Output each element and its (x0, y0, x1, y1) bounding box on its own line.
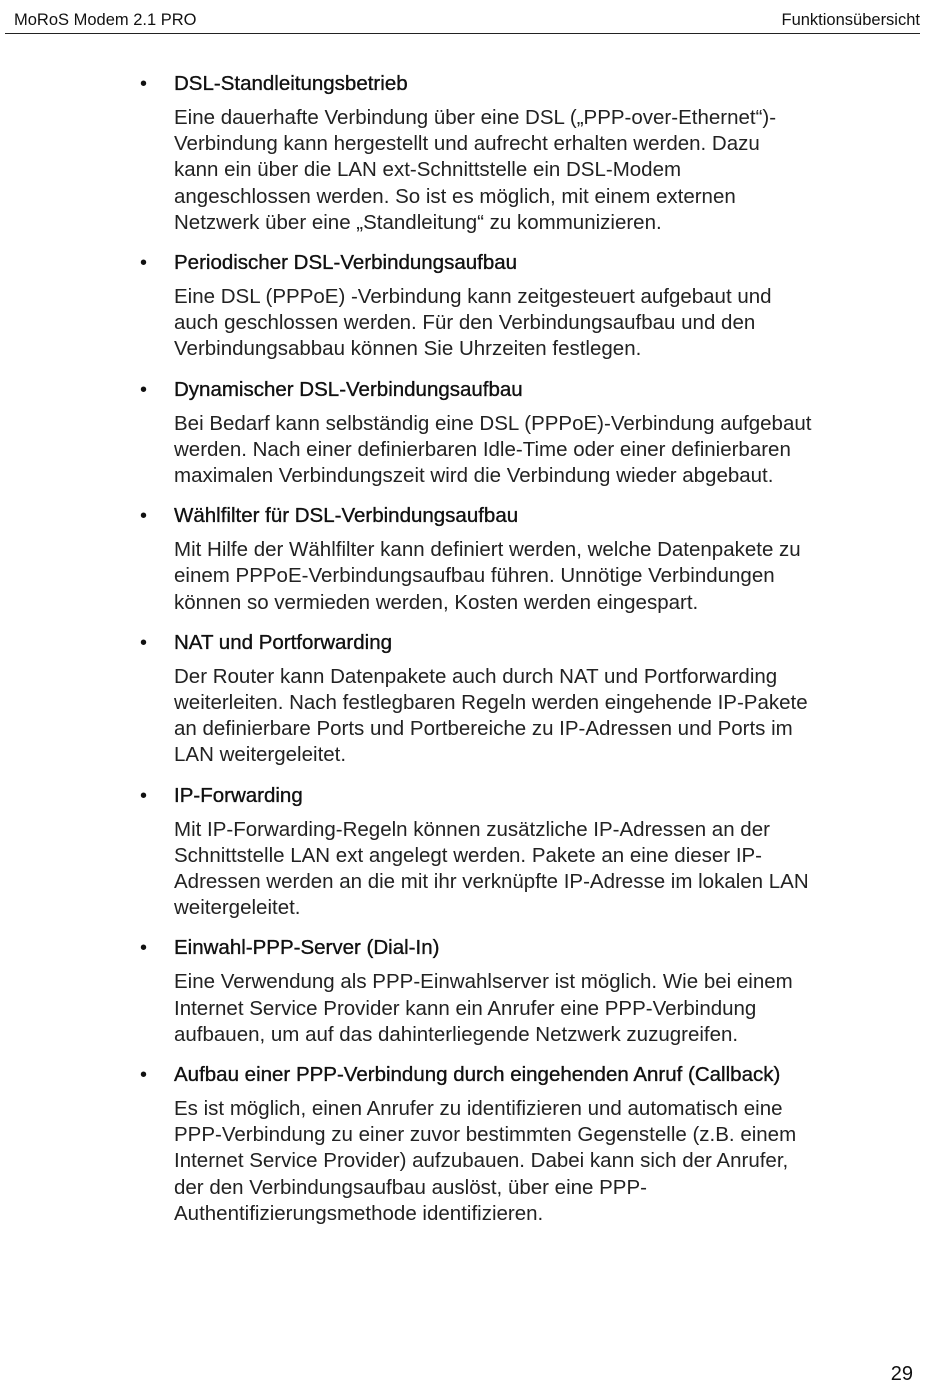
feature-title: DSL-Standleitungsbetrieb (174, 72, 408, 95)
list-item (140, 627, 890, 769)
feature-description: Mit Hilfe der Wählfilter kann definiert werden, welche Datenpakete zu einem PPPoE-Verbindungsaufbau führen. Unnötige Verbindungen können so vermieden werden, Kosten werden eingespart. (174, 538, 801, 614)
document-title: MoRoS Modem 2.1 PRO (14, 11, 197, 29)
list-item (140, 68, 890, 236)
bullet-icon: • (140, 631, 148, 654)
list-item (140, 780, 890, 922)
feature-description: Eine DSL (PPPoE) -Verbindung kann zeitgesteuert aufgebaut und auch geschlossen werden. Für den Verbindungsaufbau und den Verbindungsabbau können Sie Uhrzeiten festlegen. (174, 285, 772, 361)
feature-title: Wählfilter für DSL-Verbindungsaufbau (174, 504, 519, 528)
bullet-icon: • (140, 937, 148, 960)
feature-description: Es ist möglich, einen Anrufer zu identifizieren und automatisch eine PPP-Verbindung zu einer zuvor bestimmten Gegenstelle (z.B. einem Internet Service Provider) aufzubauen. Dabei kann sich der Anrufer, der den Verbindungsaufbau auslöst, über eine PPP- Authentifizierungsmethode identifizieren. (174, 1097, 797, 1225)
feature-title: IP-Forwarding (174, 783, 303, 807)
list-item (140, 374, 890, 490)
feature-title: Aufbau einer PPP-Verbindung durch eingehenden Anruf (Callback) (174, 1063, 781, 1087)
feature-title: Einwahl-PPP-Server (Dial-In) (174, 936, 440, 960)
feature-description: Mit IP-Forwarding-Regeln können zusätzliche IP-Adressen an der Schnittstelle LAN ext angelegt werden. Pakete an eine dieser IP- Adressen werden an die mit ihr verknüpfte IP-Adresse im lokalen LAN weitergeleitet. (174, 817, 809, 920)
feature-title: Dynamischer DSL-Verbindungsaufbau (174, 377, 523, 401)
page-header (5, 6, 920, 34)
list-item (140, 932, 890, 1048)
list-item (140, 500, 890, 616)
list-item (140, 1059, 890, 1227)
feature-description: Bei Bedarf kann selbständig eine DSL (PPPoE)-Verbindung aufgebaut werden. Nach einer definierbaren Idle-Time oder einer definierbaren maximalen Verbindungszeit wird die Verbindung wieder abgebaut. (174, 411, 812, 488)
bullet-icon: • (140, 505, 148, 528)
bullet-icon: • (140, 73, 148, 95)
bullet-icon: • (140, 252, 148, 275)
bullet-icon: • (140, 1064, 148, 1087)
feature-title: NAT und Portforwarding (174, 630, 393, 654)
feature-description: Der Router kann Datenpakete auch durch NAT und Portforwarding weiterleiten. Nach festlegbaren Regeln werden eingehende IP-Pakete an definierbare Ports und Portbereiche zu IP-Adressen und Ports im LAN weitergeleitet. (174, 664, 808, 767)
bullet-icon: • (140, 784, 148, 807)
feature-list (140, 68, 890, 1238)
feature-title: Periodischer DSL-Verbindungsaufbau (174, 251, 518, 275)
feature-description: Eine dauerhafte Verbindung über eine DSL („PPP-over-Ethernet“)- Verbindung kann hergestellt und aufrecht erhalten werden. Dazu kann ein über die LAN ext-Schnittstelle ein DSL-Modem angeschlossen werden. So ist es möglich, mit einem externen Netzwerk über eine „Standleitung“ zu kommunizieren. (174, 106, 777, 234)
page-number: 29 (890, 1363, 913, 1385)
bullet-icon: • (140, 378, 148, 401)
section-title: Funktionsübersicht (781, 11, 920, 29)
list-item (140, 247, 890, 363)
feature-description: Eine Verwendung als PPP-Einwahlserver ist möglich. Wie bei einem Internet Service Provider kann ein Anrufer eine PPP-Verbindung aufbauen, um auf das dahinterliegende Netzwerk zuzugreifen. (174, 970, 793, 1046)
